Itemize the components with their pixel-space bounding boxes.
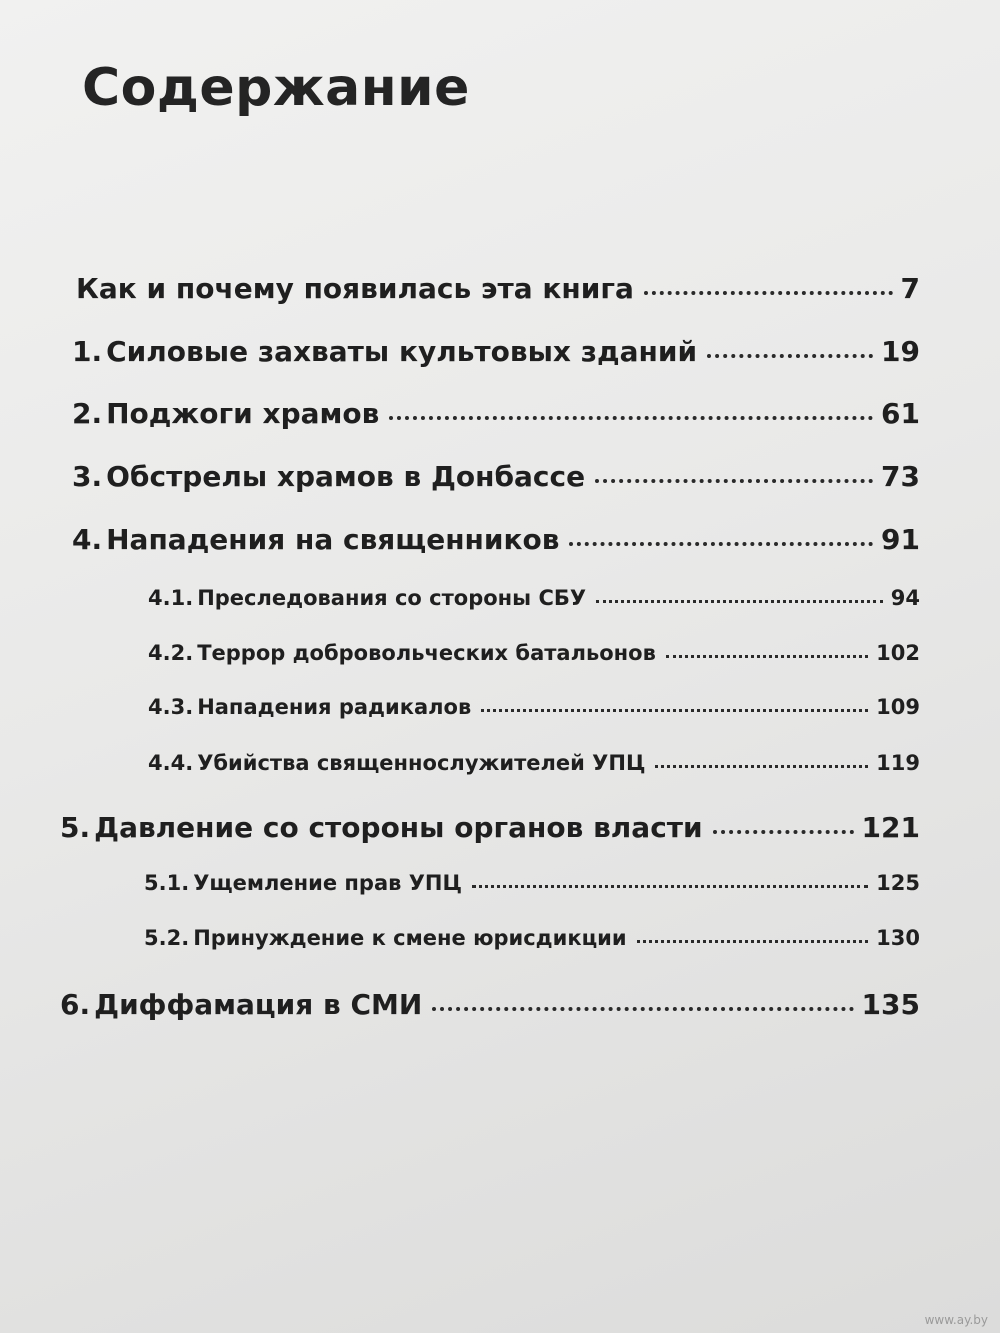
toc-subentry xyxy=(148,695,920,719)
toc-entry-number: 4.2. xyxy=(148,641,194,665)
toc-leader-dots xyxy=(644,291,893,295)
toc-entry-title: Принуждение к смене юрисдикции xyxy=(193,926,627,950)
toc-entry-number: 4.3. xyxy=(148,695,194,719)
toc-entry-number: 4.4. xyxy=(148,751,194,775)
toc-subentry xyxy=(148,641,920,665)
toc-leader-dots xyxy=(713,830,854,834)
toc-entry-number: 6. xyxy=(60,988,91,1021)
toc-leader-dots xyxy=(666,655,868,658)
toc-leader-dots xyxy=(655,765,868,768)
toc-entry-number: 2. xyxy=(72,397,103,430)
toc-entry xyxy=(60,988,920,1021)
toc-entry-title: Силовые захваты культовых зданий xyxy=(106,335,698,368)
toc-leader-dots xyxy=(389,416,873,420)
toc-entry-title: Обстрелы храмов в Донбассе xyxy=(106,460,586,493)
toc-entry-title: Нападения на священников xyxy=(106,523,560,556)
toc-entry xyxy=(72,272,920,305)
toc-subentry xyxy=(144,926,920,950)
toc-entry xyxy=(72,397,920,430)
toc-entry-page: 73 xyxy=(881,460,920,493)
toc-leader-dots xyxy=(569,542,873,546)
toc-entry-page: 7 xyxy=(900,272,920,305)
toc-entry-page: 61 xyxy=(881,397,920,430)
toc-leader-dots xyxy=(707,354,873,358)
toc-entry-title: Террор добровольческих батальонов xyxy=(197,641,656,665)
toc-entry-title: Диффамация в СМИ xyxy=(94,988,423,1021)
toc-entry xyxy=(72,335,920,368)
toc-entry-number: 5. xyxy=(60,811,91,844)
toc-entry-page: 119 xyxy=(876,751,920,775)
toc-entry-number: 1. xyxy=(72,335,103,368)
toc-entry xyxy=(60,811,920,844)
toc-entry-page: 130 xyxy=(876,926,920,950)
toc-entry-page: 109 xyxy=(876,695,920,719)
toc-entry-title: Убийства священнослужителей УПЦ xyxy=(197,751,646,775)
toc-entry-title: Давление со стороны органов власти xyxy=(94,811,703,844)
toc-entry xyxy=(72,460,920,493)
toc-entry-number: 5.2. xyxy=(144,926,190,950)
toc-entry-page: 121 xyxy=(861,811,920,844)
toc-leader-dots xyxy=(472,885,868,888)
toc-entry-title: Нападения радикалов xyxy=(197,695,472,719)
toc-entry xyxy=(72,523,920,556)
toc-entry-page: 102 xyxy=(876,641,920,665)
toc-entry-number: 3. xyxy=(72,460,103,493)
toc-entry-number: 4.1. xyxy=(148,586,194,610)
toc-entry-page: 135 xyxy=(861,988,920,1021)
toc-subentry xyxy=(144,871,920,895)
toc-leader-dots xyxy=(432,1007,853,1011)
toc-entry-title: Как и почему появилась эта книга xyxy=(76,272,634,305)
watermark: www.ay.by xyxy=(924,1313,988,1327)
toc-entry-number: 4. xyxy=(72,523,103,556)
toc-leader-dots xyxy=(596,600,883,603)
toc-entry-page: 91 xyxy=(881,523,920,556)
toc-entry-page: 94 xyxy=(890,586,920,610)
toc-entry-number: 5.1. xyxy=(144,871,190,895)
toc-entry-title: Преследования со стороны СБУ xyxy=(197,586,587,610)
toc-leader-dots xyxy=(595,479,873,483)
toc-entry-page: 125 xyxy=(876,871,920,895)
toc-entry-page: 19 xyxy=(881,335,920,368)
toc-subentry xyxy=(148,751,920,775)
toc-entry-title: Поджоги храмов xyxy=(106,397,380,430)
toc-subentry xyxy=(148,586,920,610)
page-title: Содержание xyxy=(82,58,470,118)
toc-leader-dots xyxy=(481,709,868,712)
toc-leader-dots xyxy=(637,940,869,943)
toc-entry-title: Ущемление прав УПЦ xyxy=(193,871,462,895)
